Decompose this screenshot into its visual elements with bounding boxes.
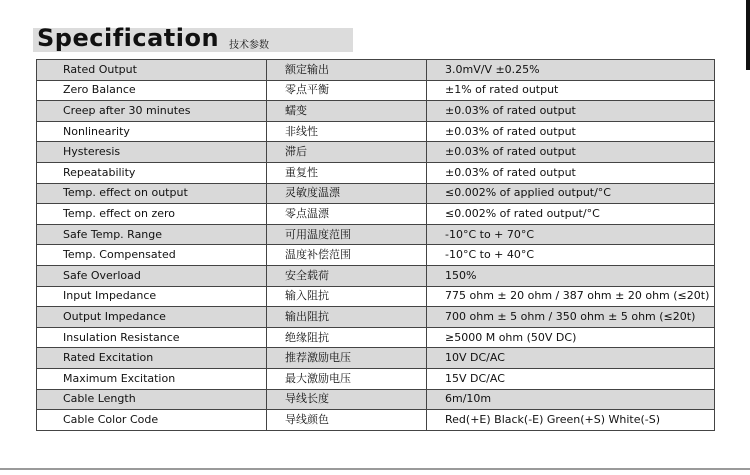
spec-value: ±1% of rated output [427,80,715,101]
table-row [37,80,715,101]
spec-value: Red(+E) Black(-E) Green(+S) White(-S) [427,410,715,431]
spec-name-zh: 额定输出 [267,60,427,81]
spec-name-en: Cable Color Code [37,410,267,431]
bottom-divider [0,468,750,470]
spec-value: -10°C to + 40°C [427,245,715,266]
spec-name-en: Nonlinearity [37,121,267,142]
spec-value: 10V DC/AC [427,348,715,369]
table-row [37,60,715,81]
table-row [37,162,715,183]
spec-name-zh: 可用温度范围 [267,224,427,245]
spec-value: 15V DC/AC [427,368,715,389]
page-title: Specification [37,24,220,52]
spec-name-en: Output Impedance [37,307,267,328]
spec-value: 6m/10m [427,389,715,410]
spec-name-zh: 零点温漂 [267,204,427,225]
spec-name-zh: 导线长度 [267,389,427,410]
spec-name-zh: 绝缘阻抗 [267,327,427,348]
spec-name-en: Creep after 30 minutes [37,101,267,122]
spec-name-en: Temp. effect on zero [37,204,267,225]
spec-name-en: Temp. Compensated [37,245,267,266]
spec-name-en: Cable Length [37,389,267,410]
edge-bar [746,0,750,70]
spec-table [36,59,715,431]
spec-name-en: Rated Excitation [37,348,267,369]
spec-name-zh: 非线性 [267,121,427,142]
spec-value: ≥5000 M ohm (50V DC) [427,327,715,348]
spec-name-zh: 重复性 [267,162,427,183]
spec-name-zh: 零点平衡 [267,80,427,101]
spec-name-en: Safe Temp. Range [37,224,267,245]
table-row [37,410,715,431]
spec-name-zh: 推荐激励电压 [267,348,427,369]
spec-name-zh: 温度补偿范围 [267,245,427,266]
spec-value: ≤0.002% of applied output/°C [427,183,715,204]
spec-name-en: Rated Output [37,60,267,81]
spec-name-en: Maximum Excitation [37,368,267,389]
spec-name-zh: 导线颜色 [267,410,427,431]
spec-value: 700 ohm ± 5 ohm / 350 ohm ± 5 ohm (≤20t) [427,307,715,328]
spec-value: ±0.03% of rated output [427,121,715,142]
spec-name-zh: 输出阻抗 [267,307,427,328]
table-row [37,286,715,307]
table-row [37,307,715,328]
spec-name-en: Safe Overload [37,265,267,286]
spec-name-en: Input Impedance [37,286,267,307]
table-row [37,245,715,266]
spec-name-zh: 安全载荷 [267,265,427,286]
spec-name-en: Zero Balance [37,80,267,101]
spec-name-en: Temp. effect on output [37,183,267,204]
spec-header [33,24,353,52]
spec-value: ±0.03% of rated output [427,162,715,183]
spec-value: ≤0.002% of rated output/°C [427,204,715,225]
table-row [37,265,715,286]
spec-value: ±0.03% of rated output [427,142,715,163]
spec-name-en: Hysteresis [37,142,267,163]
table-row [37,368,715,389]
table-row [37,101,715,122]
spec-value: -10°C to + 70°C [427,224,715,245]
spec-name-zh: 滞后 [267,142,427,163]
table-row [37,389,715,410]
spec-name-en: Insulation Resistance [37,327,267,348]
spec-value: 775 ohm ± 20 ohm / 387 ohm ± 20 ohm (≤20t) [427,286,715,307]
spec-name-zh: 蠕变 [267,101,427,122]
table-row [37,183,715,204]
spec-value: 3.0mV/V ±0.25% [427,60,715,81]
spec-name-zh: 灵敏度温漂 [267,183,427,204]
spec-name-zh: 输入阻抗 [267,286,427,307]
table-row [37,327,715,348]
spec-value: ±0.03% of rated output [427,101,715,122]
table-row [37,142,715,163]
spec-name-zh: 最大激励电压 [267,368,427,389]
page-subtitle: 技术参数 [229,40,269,51]
table-row [37,348,715,369]
table-row [37,224,715,245]
spec-value: 150% [427,265,715,286]
table-row [37,204,715,225]
spec-name-en: Repeatability [37,162,267,183]
table-row [37,121,715,142]
